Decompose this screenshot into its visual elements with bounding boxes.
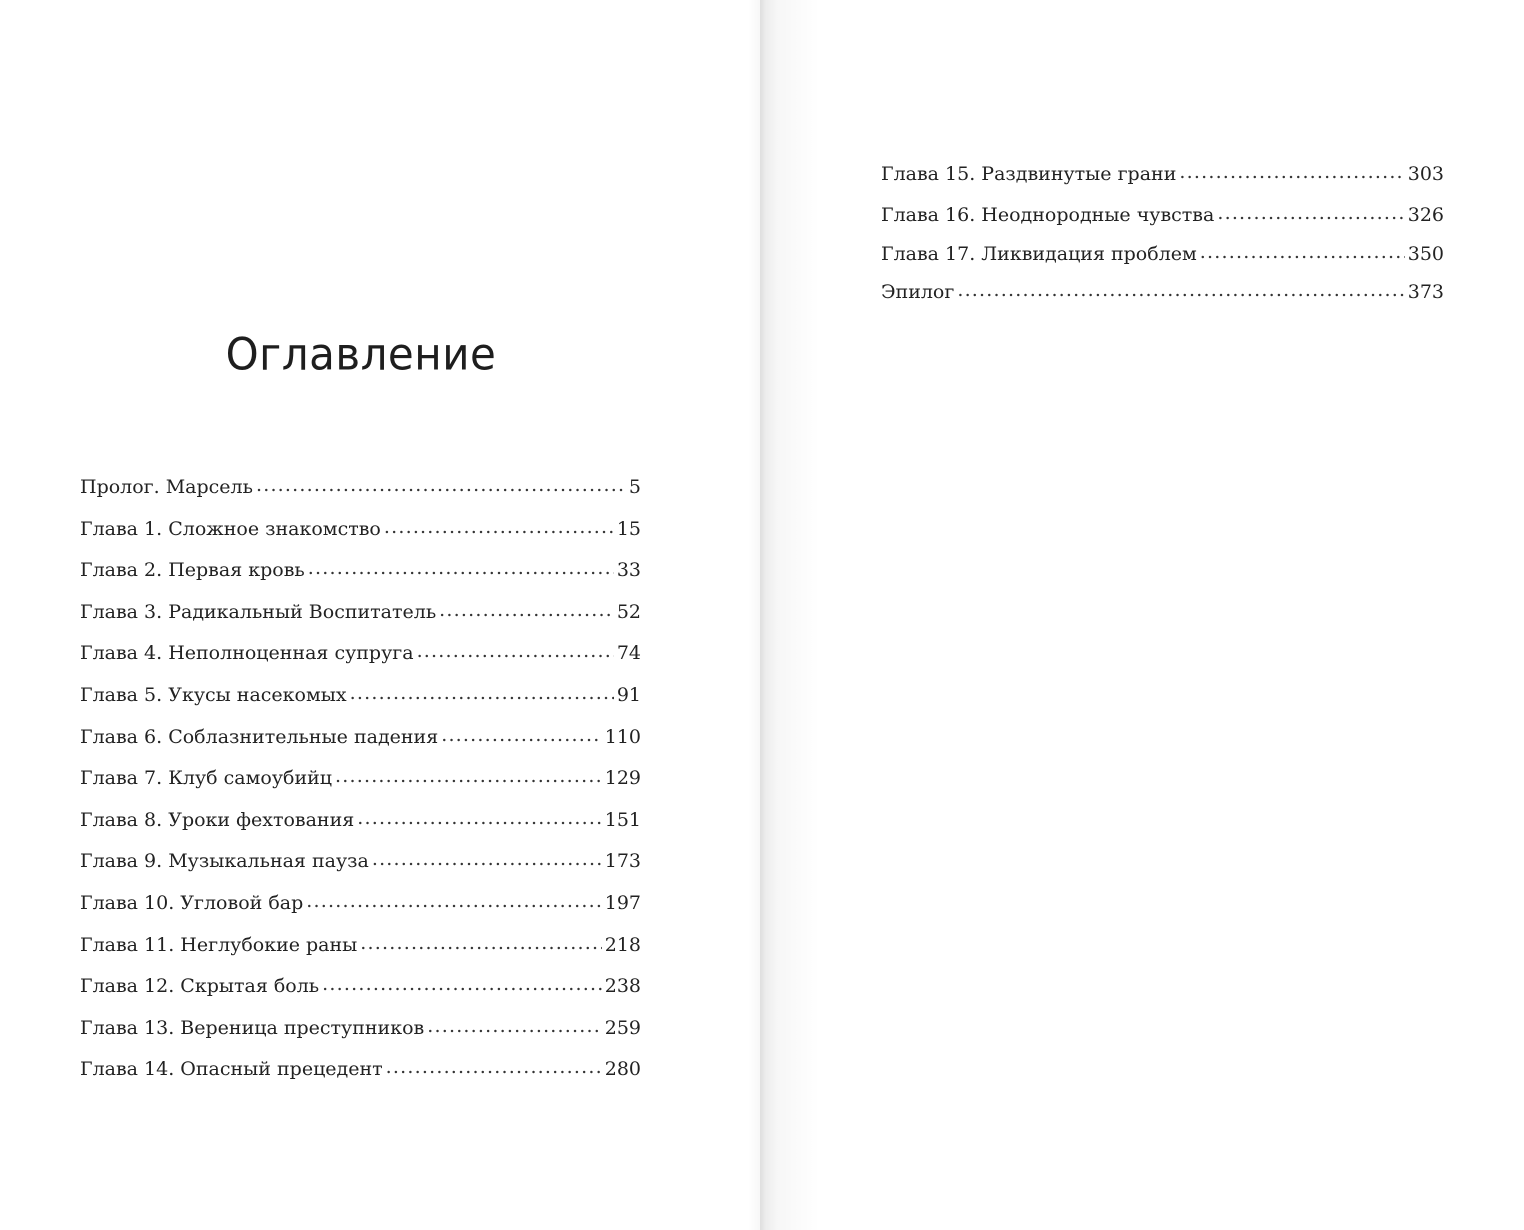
entry-title: Глава 7. Клуб самоубийц (80, 767, 332, 790)
dot-leader (384, 516, 614, 535)
toc-entry[interactable] (881, 279, 1444, 318)
entry-title: Глава 9. Музыкальная пауза (80, 850, 369, 873)
entry-title: Глава 1. Сложное знакомство (80, 517, 381, 540)
toc-entry[interactable] (80, 973, 641, 1015)
entry-title: Глава 2. Первая кровь (80, 559, 305, 582)
toc-heading: Оглавление (225, 328, 497, 381)
entry-page-number: 173 (604, 850, 641, 873)
entry-page-number: 373 (1407, 281, 1444, 303)
dot-leader (439, 599, 614, 618)
entry-page-number: 238 (604, 975, 641, 998)
entry-title: Глава 16. Неоднородные чувства (881, 204, 1215, 226)
toc-entry[interactable] (80, 765, 641, 807)
dot-leader (1179, 161, 1404, 180)
dot-leader (372, 848, 602, 867)
dot-leader (335, 765, 602, 784)
toc-entry[interactable] (80, 1015, 641, 1057)
entry-title: Глава 15. Раздвинутые грани (881, 163, 1177, 185)
entry-page-number: 151 (604, 808, 641, 831)
dot-leader (957, 279, 1404, 298)
toc-entry[interactable] (80, 724, 641, 766)
entry-page-number: 218 (604, 933, 641, 956)
entry-page-number: 326 (1407, 204, 1444, 226)
dot-leader (417, 640, 614, 659)
toc-entry[interactable] (80, 474, 641, 516)
entry-page-number: 280 (604, 1058, 641, 1081)
right-page (760, 0, 1524, 1230)
toc-entry[interactable] (80, 890, 641, 932)
toc-entry[interactable] (80, 1056, 641, 1098)
entry-page-number: 259 (604, 1016, 641, 1039)
toc-entry[interactable] (881, 161, 1444, 202)
entry-title: Глава 12. Скрытая боль (80, 975, 320, 998)
toc-entry[interactable] (80, 848, 641, 890)
toc-entry[interactable] (881, 241, 1444, 280)
entry-page-number: 303 (1407, 163, 1444, 185)
entry-page-number: 5 (628, 476, 641, 498)
entry-title: Глава 11. Неглубокие раны (80, 933, 358, 956)
toc-entry[interactable] (80, 640, 641, 682)
entry-page-number: 52 (616, 600, 641, 623)
entry-page-number: 74 (616, 642, 641, 665)
toc-entry[interactable] (80, 516, 641, 558)
entry-page-number: 197 (604, 891, 641, 914)
entry-page-number: 350 (1407, 242, 1444, 265)
entry-page-number: 129 (604, 767, 641, 790)
entry-title: Глава 4. Неполноценная супруга (80, 642, 414, 665)
entry-title: Глава 13. Вереница преступников (80, 1016, 425, 1039)
entry-page-number: 110 (604, 725, 641, 748)
entry-title: Глава 3. Радикальный Воспитатель (80, 600, 437, 623)
dot-leader (308, 557, 614, 576)
dot-leader (386, 1056, 602, 1075)
toc-list-left (80, 474, 641, 1098)
entry-title: Глава 8. Уроки фехтования (80, 808, 355, 831)
entry-title: Эпилог (881, 281, 955, 303)
dot-leader (360, 932, 601, 951)
dot-leader (1217, 202, 1404, 221)
entry-title: Пролог. Марсель (80, 476, 253, 498)
dot-leader (441, 724, 602, 743)
dot-leader (306, 890, 601, 909)
dot-leader (427, 1015, 602, 1034)
dot-leader (357, 807, 601, 826)
dot-leader (1200, 241, 1405, 260)
toc-entry[interactable] (80, 599, 641, 641)
entry-page-number: 91 (616, 683, 641, 706)
toc-list-right (881, 161, 1444, 318)
entry-title: Глава 6. Соблазнительные падения (80, 725, 439, 748)
entry-title: Глава 5. Укусы насекомых (80, 683, 347, 706)
left-page (0, 0, 760, 1230)
toc-entry[interactable] (80, 807, 641, 849)
entry-page-number: 33 (616, 559, 641, 582)
entry-title: Глава 14. Опасный прецедент (80, 1058, 383, 1081)
entry-title: Глава 17. Ликвидация проблем (881, 242, 1197, 265)
entry-page-number: 15 (616, 517, 641, 540)
toc-entry[interactable] (881, 202, 1444, 241)
entry-title: Глава 10. Угловой бар (80, 891, 304, 914)
toc-entry[interactable] (80, 932, 641, 974)
toc-entry[interactable] (80, 557, 641, 599)
toc-entry[interactable] (80, 682, 641, 724)
dot-leader (256, 474, 626, 493)
dot-leader (322, 973, 602, 992)
dot-leader (350, 682, 614, 701)
